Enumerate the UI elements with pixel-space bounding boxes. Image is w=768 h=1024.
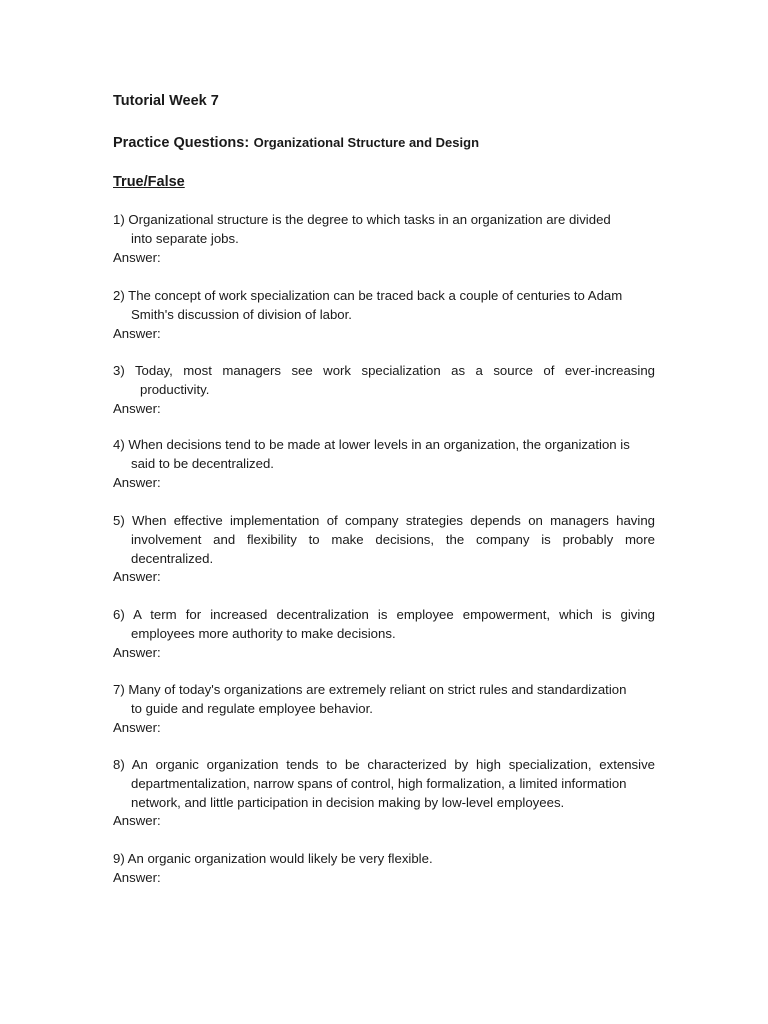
answer-label: Answer:	[113, 813, 161, 829]
question-text-line: employees more authority to make decisions.	[131, 625, 396, 641]
question-2	[113, 287, 655, 343]
question-text-line: 7) Many of today's organizations are extremely reliant on strict rules and standardization	[113, 682, 627, 697]
subtitle-topic: Organizational Structure and Design	[253, 135, 480, 150]
question-text-line: involvement and flexibility to make decisions, the company is probably more	[131, 531, 655, 547]
answer-label: Answer:	[113, 644, 161, 660]
question-3	[113, 362, 655, 418]
answer-label: Answer:	[113, 869, 161, 885]
question-8	[113, 756, 655, 831]
question-4	[113, 436, 655, 492]
question-text-line: 1) Organizational structure is the degree to which tasks in an organization are divided	[113, 212, 611, 227]
question-6	[113, 606, 655, 662]
question-text-line: said to be decentralized.	[131, 455, 274, 471]
question-text-line: departmentalization, narrow spans of control, high formalization, a limited information	[131, 775, 627, 791]
question-text-line: 5) When effective implementation of company strategies depends on managers having	[113, 513, 655, 528]
question-text-line: 4) When decisions tend to be made at lower levels in an organization, the organization is	[113, 437, 630, 452]
section-heading: True/False	[113, 174, 185, 190]
question-5	[113, 512, 655, 587]
question-text-line: 6) A term for increased decentralization is employee empowerment, which is giving	[113, 607, 655, 622]
question-text-line: Smith's discussion of division of labor.	[131, 306, 352, 322]
question-text-line: network, and little participation in decision making by low-level employees.	[131, 794, 565, 810]
question-text-line: to guide and regulate employee behavior.	[131, 700, 373, 716]
answer-label: Answer:	[113, 569, 161, 585]
question-text-line: 8) An organic organization tends to be characterized by high specialization, extensive	[113, 757, 655, 772]
question-1	[113, 211, 655, 267]
question-text-line: 3) Today, most managers see work specialization as a source of ever-increasing	[113, 363, 655, 378]
document-title: Tutorial Week 7	[113, 93, 219, 109]
subtitle-lead: Practice Questions:	[113, 135, 250, 151]
question-text-line: decentralized.	[131, 550, 214, 566]
answer-label: Answer:	[113, 249, 161, 265]
answer-label: Answer:	[113, 400, 161, 416]
question-text-line: productivity.	[140, 381, 210, 397]
question-9	[113, 850, 655, 888]
answer-label: Answer:	[113, 719, 161, 735]
answer-label: Answer:	[113, 325, 161, 341]
document-subtitle	[113, 134, 479, 152]
answer-label: Answer:	[113, 474, 161, 490]
question-text-line: 2) The concept of work specialization can be traced back a couple of centuries to Adam	[113, 288, 623, 303]
question-text-line: into separate jobs.	[131, 230, 239, 246]
question-7	[113, 681, 655, 737]
question-text-line: 9) An organic organization would likely be very flexible.	[113, 851, 433, 866]
